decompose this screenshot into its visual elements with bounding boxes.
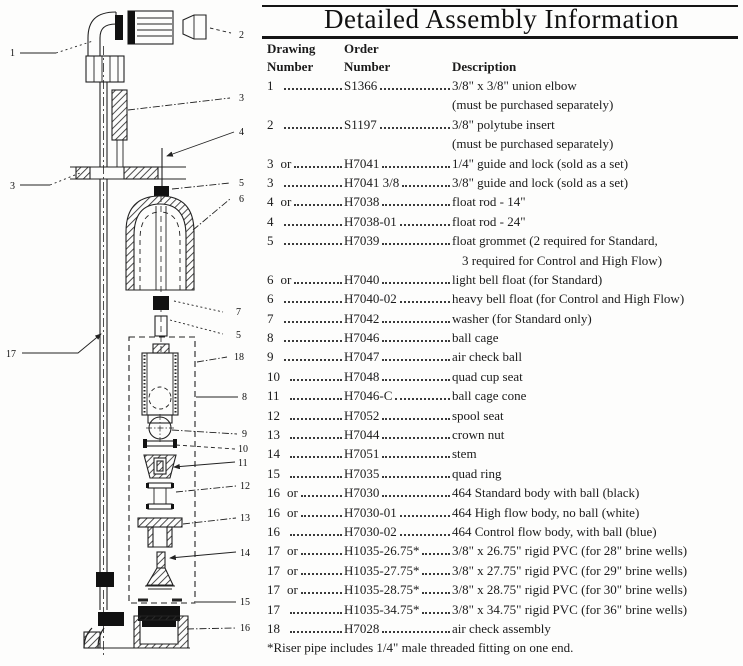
order-number-cell: S1366 bbox=[344, 78, 378, 93]
callout-label-5: 5 bbox=[239, 178, 244, 189]
drawing-number-cell: 6 bbox=[267, 271, 274, 287]
description-header: Description bbox=[452, 59, 517, 74]
dot-leader bbox=[382, 359, 450, 361]
drawing-number-cell: 16 bbox=[267, 523, 280, 539]
dot-leader bbox=[347, 109, 450, 111]
order-number-cell: H1035-27.75* bbox=[344, 562, 420, 578]
description-cell: crown nut bbox=[452, 427, 505, 443]
callout-label-2: 2 bbox=[239, 30, 244, 41]
table-row-continuation bbox=[267, 253, 739, 272]
dot-leader bbox=[284, 88, 343, 90]
description-cell: stem bbox=[452, 446, 477, 462]
drawing-number-cell: 9 bbox=[267, 349, 274, 365]
order-number-cell: H7040 bbox=[344, 271, 380, 287]
union-elbow bbox=[88, 12, 116, 56]
callout-label-17: 17 bbox=[6, 349, 16, 360]
dot-leader bbox=[277, 265, 342, 267]
dot-leader bbox=[290, 456, 342, 458]
dot-leader bbox=[284, 359, 343, 361]
diagram-linework bbox=[70, 11, 206, 655]
drawing-number-cell: 17 bbox=[267, 582, 280, 598]
dot-leader bbox=[290, 631, 342, 633]
description-cell: 3/8" x 26.75" rigid PVC (for 28" brine wells) bbox=[452, 543, 688, 559]
order-number-cell: H7051 bbox=[344, 446, 380, 462]
dot-leader bbox=[382, 340, 450, 342]
drawing-number-cell: 16 bbox=[267, 485, 280, 501]
drawing-number-cell: 2 bbox=[267, 116, 274, 132]
table-row bbox=[267, 272, 739, 291]
description-cell: light bell float (for Standard) bbox=[452, 271, 603, 287]
dot-leader bbox=[284, 185, 343, 187]
callout-label-3: 3 bbox=[10, 181, 15, 192]
or-label: or bbox=[280, 155, 292, 171]
or-label: or bbox=[287, 485, 298, 501]
order-number-cell: H7042 bbox=[344, 310, 380, 326]
drawing-number-cell: 15 bbox=[267, 465, 280, 481]
dot-leader bbox=[284, 301, 343, 303]
dot-leader bbox=[382, 321, 450, 323]
dot-leader bbox=[301, 592, 342, 594]
dot-leader bbox=[294, 166, 342, 168]
dot-leader bbox=[382, 282, 450, 284]
order-number-cell: H7040-02 bbox=[344, 291, 397, 307]
order-number-cell: H7048 bbox=[344, 368, 380, 384]
description-cell: float grommet (2 required for Standard, bbox=[452, 233, 658, 249]
table-row bbox=[267, 602, 739, 621]
description-cell: 3/8" x 3/8" union elbow bbox=[452, 78, 577, 93]
order-number-cell: H7038 bbox=[344, 194, 380, 210]
table-row bbox=[267, 117, 739, 136]
drawing-number-cell: 7 bbox=[267, 310, 274, 326]
description-cell: 464 Standard body with ball (black) bbox=[452, 485, 640, 501]
order-number-cell: H7041 bbox=[344, 155, 380, 171]
callout-label-3: 3 bbox=[239, 93, 244, 104]
description-cell: air check assembly bbox=[452, 620, 551, 636]
dot-leader bbox=[382, 495, 450, 497]
table-row bbox=[267, 349, 739, 368]
table-row bbox=[267, 233, 739, 252]
dot-leader bbox=[382, 437, 450, 439]
callout-label-5: 5 bbox=[236, 330, 241, 341]
dot-leader bbox=[382, 243, 450, 245]
drawing-header-line1: Drawing bbox=[267, 41, 316, 56]
dot-leader bbox=[294, 282, 342, 284]
description-cell: ball cage cone bbox=[452, 388, 527, 404]
description-cell: spool seat bbox=[452, 407, 504, 423]
dot-leader bbox=[400, 301, 450, 303]
dot-leader bbox=[422, 612, 450, 614]
dot-leader bbox=[422, 573, 450, 575]
drawing-number-cell: 11 bbox=[267, 388, 280, 404]
drawing-number-cell: 17 bbox=[267, 562, 280, 578]
table-row bbox=[267, 446, 739, 465]
order-number-cell: H7030 bbox=[344, 485, 380, 501]
description-cell: 3/8" x 27.75" rigid PVC (for 29" brine wells) bbox=[452, 562, 688, 578]
or-label: or bbox=[287, 543, 298, 559]
description-cell: (must be purchased separately) bbox=[452, 136, 614, 152]
table-row bbox=[267, 291, 739, 310]
order-number-cell: H7038-01 bbox=[344, 213, 397, 229]
table-header bbox=[267, 41, 741, 77]
description-cell: 464 Control flow body, with ball (blue) bbox=[452, 523, 657, 539]
table-row bbox=[267, 524, 739, 543]
table-row bbox=[267, 330, 739, 349]
order-number-cell: H1035-34.75* bbox=[344, 601, 420, 617]
table-row bbox=[267, 311, 739, 330]
description-cell: heavy bell float (for Control and High Flow) bbox=[452, 291, 685, 307]
dot-leader bbox=[382, 631, 450, 633]
dot-leader bbox=[301, 553, 342, 555]
dot-leader bbox=[380, 88, 450, 90]
order-number-cell: H1035-26.75* bbox=[344, 543, 420, 559]
description-cell: 3 required for Control and High Flow) bbox=[462, 252, 663, 268]
order-header-line2: Number bbox=[344, 59, 391, 74]
or-label: or bbox=[287, 582, 298, 598]
order-header-line1: Order bbox=[344, 41, 379, 56]
dot-leader bbox=[382, 476, 450, 478]
description-cell: quad ring bbox=[452, 465, 502, 481]
table-row bbox=[267, 621, 739, 640]
table-row bbox=[267, 388, 739, 407]
order-number-cell: H7035 bbox=[344, 465, 380, 481]
order-number-cell: H7030-02 bbox=[344, 523, 397, 539]
table-row bbox=[267, 78, 739, 97]
callout-label-15: 15 bbox=[240, 597, 250, 608]
order-number-cell: H7030-01 bbox=[344, 504, 397, 520]
order-number-cell: H1035-28.75* bbox=[344, 582, 420, 598]
dot-leader bbox=[347, 148, 450, 150]
table-row bbox=[267, 543, 739, 562]
diagram-callouts bbox=[6, 30, 250, 634]
dot-leader bbox=[400, 224, 450, 226]
dot-leader bbox=[290, 476, 342, 478]
description-cell: float rod - 24" bbox=[452, 213, 526, 229]
callout-label-12: 12 bbox=[240, 481, 250, 492]
dot-leader bbox=[284, 224, 343, 226]
dot-leader bbox=[382, 166, 450, 168]
drawing-number-cell: 13 bbox=[267, 427, 280, 443]
dot-leader bbox=[277, 109, 342, 111]
drawing-number-cell: 14 bbox=[267, 446, 280, 462]
dot-leader bbox=[290, 398, 342, 400]
order-number-cell: H7041 3/8 bbox=[344, 174, 400, 190]
description-cell: ball cage bbox=[452, 330, 499, 346]
dot-leader bbox=[382, 379, 450, 381]
drawing-header-line2: Number bbox=[267, 59, 314, 74]
callout-label-8: 8 bbox=[242, 392, 247, 403]
dot-leader bbox=[284, 243, 343, 245]
page-title: Detailed Assembly Information bbox=[324, 4, 679, 34]
dot-leader bbox=[290, 418, 342, 420]
callout-label-14: 14 bbox=[240, 548, 250, 559]
dot-leader bbox=[290, 379, 342, 381]
order-number-cell: H7044 bbox=[344, 427, 380, 443]
table-row bbox=[267, 156, 739, 175]
callout-label-13: 13 bbox=[240, 513, 250, 524]
order-number-cell: H7046 bbox=[344, 330, 380, 346]
callout-label-7: 7 bbox=[236, 307, 241, 318]
drawing-number-cell: 3 bbox=[267, 155, 274, 171]
dot-leader bbox=[400, 515, 450, 517]
drawing-number-cell: 3 bbox=[267, 174, 274, 190]
dot-leader bbox=[395, 398, 450, 400]
drawing-number-cell: 12 bbox=[267, 407, 280, 423]
title-underline-rule bbox=[262, 36, 738, 39]
description-cell: (must be purchased separately) bbox=[452, 97, 614, 113]
dot-leader bbox=[290, 534, 342, 536]
drawing-number-cell: 8 bbox=[267, 330, 274, 346]
table-row bbox=[267, 505, 739, 524]
riser-pipe-footnote: *Riser pipe includes 1/4" male threaded fitting on one end. bbox=[267, 640, 574, 656]
table-row bbox=[267, 194, 739, 213]
drawing-number-cell: 4 bbox=[267, 194, 274, 210]
drawing-number-cell: 5 bbox=[267, 233, 274, 249]
callout-label-18: 18 bbox=[234, 352, 244, 363]
callout-label-4: 4 bbox=[239, 127, 244, 138]
callout-label-10: 10 bbox=[238, 444, 248, 455]
dot-leader bbox=[347, 265, 450, 267]
callout-label-11: 11 bbox=[238, 458, 248, 469]
description-cell: 3/8" x 34.75" rigid PVC (for 36" brine wells) bbox=[452, 601, 688, 617]
parts-table bbox=[267, 78, 739, 660]
table-row bbox=[267, 485, 739, 504]
description-cell: washer (for Standard only) bbox=[452, 310, 592, 326]
table-row bbox=[267, 175, 739, 194]
or-label: or bbox=[287, 504, 298, 520]
table-row bbox=[267, 582, 739, 601]
table-row bbox=[267, 563, 739, 582]
dot-leader bbox=[382, 456, 450, 458]
dot-leader bbox=[290, 612, 342, 614]
description-cell: air check ball bbox=[452, 349, 523, 365]
table-row bbox=[267, 214, 739, 233]
or-label: or bbox=[287, 562, 298, 578]
drawing-number-cell: 6 bbox=[267, 291, 274, 307]
drawing-number-cell: 17 bbox=[267, 601, 280, 617]
detailed-assembly-panel bbox=[262, 0, 741, 666]
callout-label-1: 1 bbox=[10, 48, 15, 59]
order-number-cell: H7046-C bbox=[344, 388, 393, 404]
dot-leader bbox=[284, 127, 343, 129]
dot-leader bbox=[301, 495, 342, 497]
dot-leader bbox=[284, 340, 343, 342]
dot-leader bbox=[301, 573, 342, 575]
dot-leader bbox=[422, 553, 450, 555]
dot-leader bbox=[400, 534, 450, 536]
dot-leader bbox=[290, 437, 342, 439]
table-row bbox=[267, 369, 739, 388]
callout-label-16: 16 bbox=[240, 623, 250, 634]
drawing-number-cell: 17 bbox=[267, 543, 280, 559]
or-label: or bbox=[280, 271, 292, 287]
dot-leader bbox=[380, 127, 450, 129]
description-cell: 3/8" guide and lock (sold as a set) bbox=[452, 174, 629, 190]
order-number-cell: S1197 bbox=[344, 116, 377, 132]
description-cell: 3/8" polytube insert bbox=[452, 116, 555, 132]
dot-leader bbox=[284, 321, 343, 323]
drawing-number-cell: 1 bbox=[267, 78, 274, 93]
dot-leader bbox=[294, 204, 342, 206]
description-cell: quad cup seat bbox=[452, 368, 523, 384]
description-cell: 3/8" x 28.75" rigid PVC (for 30" brine wells) bbox=[452, 582, 688, 598]
order-number-cell: H7028 bbox=[344, 620, 380, 636]
dot-leader bbox=[422, 592, 450, 594]
dot-leader bbox=[382, 418, 450, 420]
description-cell: 464 High flow body, no ball (white) bbox=[452, 504, 640, 520]
description-cell: float rod - 14" bbox=[452, 194, 526, 210]
or-label: or bbox=[280, 194, 292, 210]
drawing-number-cell: 16 bbox=[267, 504, 280, 520]
order-number-cell: H7047 bbox=[344, 349, 380, 365]
dot-leader bbox=[277, 148, 342, 150]
table-row-continuation bbox=[267, 97, 739, 116]
dot-leader bbox=[301, 515, 342, 517]
drawing-number-cell: 4 bbox=[267, 213, 274, 229]
drawing-number-cell: 18 bbox=[267, 620, 280, 636]
callout-label-6: 6 bbox=[239, 194, 244, 205]
table-row bbox=[267, 466, 739, 485]
order-number-cell: H7052 bbox=[344, 407, 380, 423]
order-number-cell: H7039 bbox=[344, 233, 380, 249]
drawing-number-cell: 10 bbox=[267, 368, 280, 384]
description-cell: 1/4" guide and lock (sold as a set) bbox=[452, 155, 629, 171]
table-row bbox=[267, 427, 739, 446]
table-row-continuation bbox=[267, 136, 739, 155]
callout-label-9: 9 bbox=[242, 429, 247, 440]
dot-leader bbox=[382, 204, 450, 206]
dot-leader bbox=[402, 185, 450, 187]
assembly-diagram bbox=[0, 0, 262, 666]
table-row bbox=[267, 408, 739, 427]
